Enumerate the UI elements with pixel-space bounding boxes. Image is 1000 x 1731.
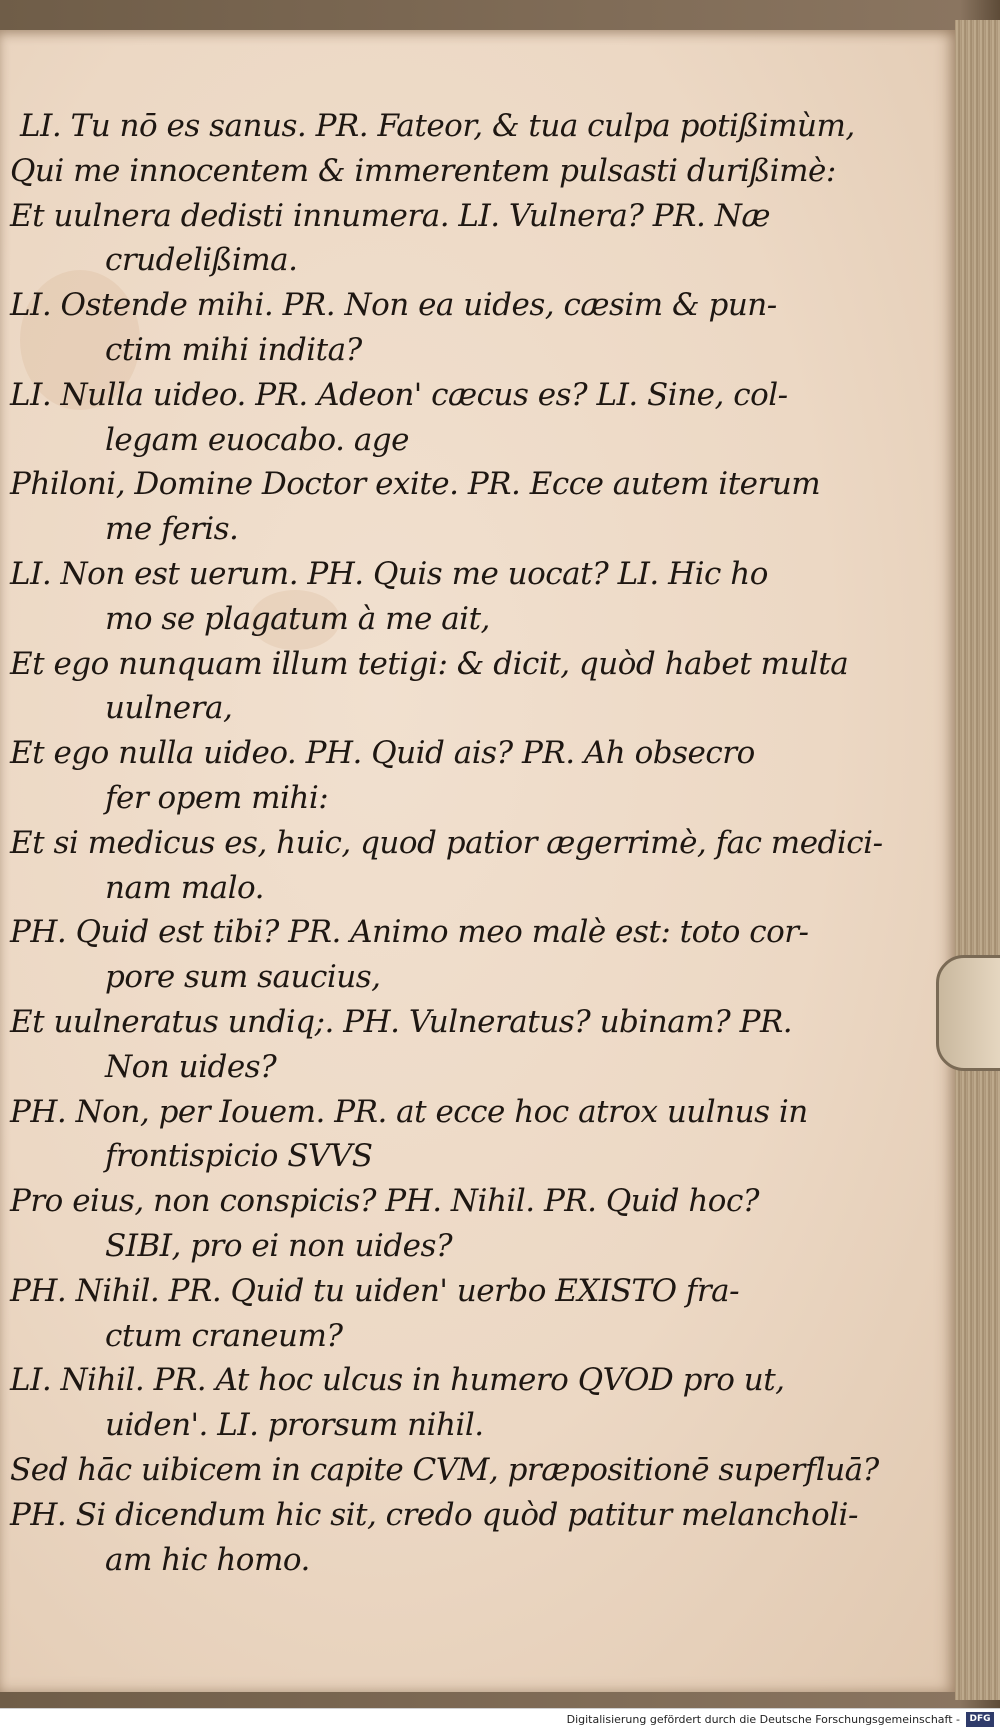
- text-line: PH. Nihil. PR. Quid tu uiden' uerbo EXISTO fra-: [10, 1272, 740, 1309]
- page-edges: [955, 20, 1000, 1700]
- text-line: uulnera,: [105, 690, 233, 727]
- text-line: Non uides?: [105, 1048, 277, 1085]
- text-line: LI. Nihil. PR. At hoc ulcus in humero QVOD pro ut,: [10, 1362, 785, 1399]
- text-line: Et uulneratus undiq;. PH. Vulneratus? ubinam? PR.: [10, 1003, 793, 1040]
- text-line: Et uulnera dedisti innumera. LI. Vulnera? PR. Næ: [10, 197, 770, 234]
- dfg-logo: DFG: [966, 1712, 994, 1727]
- text-line: uiden'. LI. prorsum nihil.: [105, 1407, 484, 1444]
- book-clasp: [936, 955, 1000, 1071]
- text-line: LI. Ostende mihi. PR. Non ea uides, cæsim & pun-: [10, 287, 777, 324]
- text-line: Qui me innocentem & immerentem pulsasti durißimè:: [10, 152, 836, 189]
- text-line: am hic homo.: [105, 1541, 310, 1578]
- text-line: me feris.: [105, 511, 239, 548]
- text-line: nam malo.: [105, 869, 264, 906]
- text-line: LI. Tu nō es sanus. PR. Fateor, & tua culpa potißimùm,: [20, 108, 855, 144]
- text-line: crudelißima.: [105, 242, 298, 279]
- text-line: ctum craneum?: [105, 1317, 343, 1354]
- text-line: PH. Quid est tibi? PR. Animo meo malè est: toto cor-: [10, 914, 809, 951]
- text-line: Pro eius, non conspicis? PH. Nihil. PR. Quid hoc?: [10, 1183, 759, 1220]
- funding-credit: Digitalisierung gefördert durch die Deutsche Forschungsgemeinschaft -: [566, 1713, 960, 1726]
- text-line: PH. Non, per Iouem. PR. at ecce hoc atrox uulnus in: [10, 1093, 808, 1130]
- text-line: Et ego nunquam illum tetigi: & dicit, quòd habet multa: [10, 645, 849, 682]
- text-line: LI. Non est uerum. PH. Quis me uocat? LI. Hic ho: [10, 555, 768, 592]
- digitization-footer: [0, 1708, 1000, 1731]
- text-line: PH. Si dicendum hic sit, credo quòd patitur melancholi-: [10, 1496, 858, 1533]
- page-text: [10, 104, 910, 1582]
- text-line: legam euocabo. age: [105, 421, 409, 458]
- text-line: frontispicio SVVS: [105, 1138, 373, 1175]
- text-line: mo se plagatum à me ait,: [105, 600, 490, 637]
- text-line: Sed hāc uibicem in capite CVM, præpositionē superfluā?: [10, 1451, 879, 1488]
- text-line: LI. Nulla uideo. PR. Adeon' cæcus es? LI. Sine, col-: [10, 376, 788, 413]
- text-line: Et si medicus es, huic, quod patior ægerrimè, fac medici-: [10, 824, 883, 861]
- text-line: ctim mihi indita?: [105, 331, 362, 368]
- text-line: pore sum saucius,: [105, 959, 381, 996]
- text-line: Philoni, Domine Doctor exite. PR. Ecce autem iterum: [10, 466, 821, 503]
- text-line: Et ego nulla uideo. PH. Quid ais? PR. Ah obsecro: [10, 735, 755, 772]
- text-line: fer opem mihi:: [105, 779, 329, 816]
- text-line: SIBI, pro ei non uides?: [105, 1227, 453, 1264]
